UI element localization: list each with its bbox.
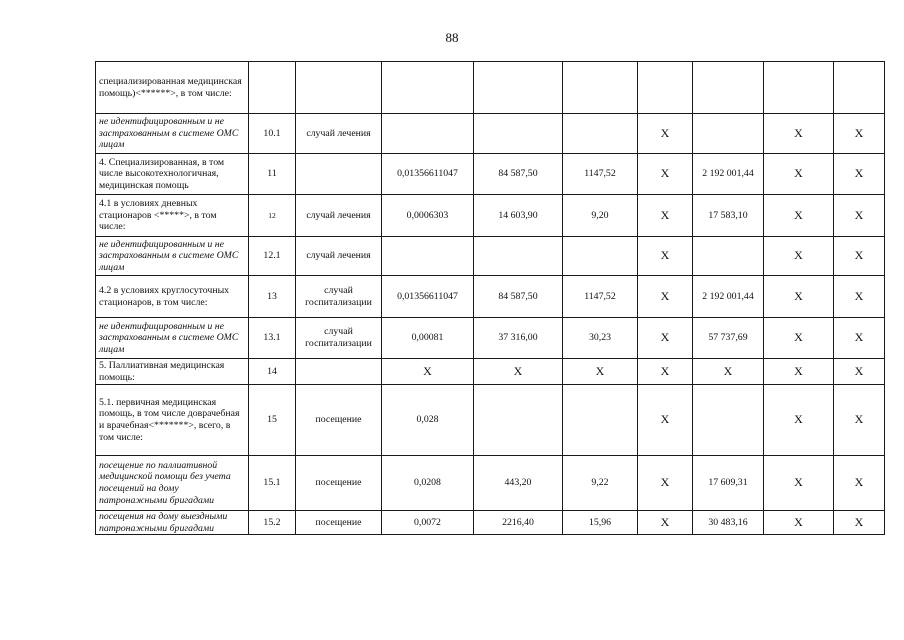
- x-cell: X: [764, 114, 834, 154]
- table-row: [96, 237, 885, 276]
- row-label: 4. Специализированная, в том числе высокотехнологичная, медицинская помощь: [96, 154, 249, 195]
- unit-cell: случай госпитализации: [296, 276, 382, 318]
- x-cell: X: [764, 195, 834, 237]
- value-cell: 17 583,10: [693, 195, 764, 237]
- row-label: специализированная медицинская помощь)<******>, в том числе:: [96, 62, 249, 114]
- x-cell: [638, 62, 693, 114]
- table-row: [96, 154, 885, 195]
- x-cell: X: [834, 276, 885, 318]
- value-cell: [693, 62, 764, 114]
- row-code: 14: [249, 359, 296, 385]
- x-cell: X: [764, 276, 834, 318]
- value-cell: 0,00081: [382, 318, 474, 359]
- value-cell: 37 316,00: [474, 318, 563, 359]
- unit-cell: [296, 359, 382, 385]
- unit-cell: случай лечения: [296, 237, 382, 276]
- row-label: не идентифицированным и не застрахованным в системе ОМС лицам: [96, 237, 249, 276]
- page-number: 88: [445, 30, 459, 45]
- value-cell: [474, 62, 563, 114]
- x-cell: X: [834, 195, 885, 237]
- value-cell: 1147,52: [563, 276, 638, 318]
- value-cell: [563, 237, 638, 276]
- x-cell: X: [638, 114, 693, 154]
- value-cell: X: [693, 359, 764, 385]
- x-cell: [764, 62, 834, 114]
- table-row: [96, 318, 885, 359]
- value-cell: 57 737,69: [693, 318, 764, 359]
- x-cell: [834, 62, 885, 114]
- unit-cell: случай лечения: [296, 195, 382, 237]
- value-cell: 1147,52: [563, 154, 638, 195]
- row-label: не идентифицированным и не застрахованным в системе ОМС лицам: [96, 318, 249, 359]
- row-label: 4.2 в условиях круглосуточных стационаров, в том числе:: [96, 276, 249, 318]
- x-cell: X: [638, 511, 693, 535]
- table-row: [96, 511, 885, 535]
- value-cell: 0,0072: [382, 511, 474, 535]
- value-cell: [563, 62, 638, 114]
- value-cell: X: [563, 359, 638, 385]
- row-code: 15: [249, 385, 296, 456]
- table-row: [96, 114, 885, 154]
- unit-cell: случай госпитализации: [296, 318, 382, 359]
- unit-cell: [296, 62, 382, 114]
- x-cell: X: [638, 456, 693, 511]
- value-cell: 0,028: [382, 385, 474, 456]
- value-cell: [382, 114, 474, 154]
- unit-cell: [296, 154, 382, 195]
- unit-cell: посещение: [296, 385, 382, 456]
- x-cell: X: [764, 154, 834, 195]
- x-cell: X: [834, 456, 885, 511]
- x-cell: X: [638, 237, 693, 276]
- row-label: 4.1 в условиях дневных стационаров <*****>, в том числе:: [96, 195, 249, 237]
- value-cell: X: [382, 359, 474, 385]
- x-cell: X: [764, 456, 834, 511]
- x-cell: X: [764, 511, 834, 535]
- table-row: [96, 276, 885, 318]
- value-cell: 443,20: [474, 456, 563, 511]
- value-cell: [563, 114, 638, 154]
- table-row: [96, 359, 885, 385]
- table-row: [96, 195, 885, 237]
- row-code: 12: [249, 195, 296, 237]
- x-cell: X: [834, 154, 885, 195]
- value-cell: 0,01356611047: [382, 276, 474, 318]
- table-row: [96, 456, 885, 511]
- value-cell: 84 587,50: [474, 276, 563, 318]
- value-cell: 30,23: [563, 318, 638, 359]
- x-cell: X: [834, 359, 885, 385]
- row-code: 13: [249, 276, 296, 318]
- x-cell: X: [764, 359, 834, 385]
- value-cell: 14 603,90: [474, 195, 563, 237]
- value-cell: 2 192 001,44: [693, 276, 764, 318]
- row-code: 15.1: [249, 456, 296, 511]
- row-label: не идентифицированным и не застрахованным в системе ОМС лицам: [96, 114, 249, 154]
- unit-cell: случай лечения: [296, 114, 382, 154]
- row-code: 11: [249, 154, 296, 195]
- x-cell: X: [764, 237, 834, 276]
- x-cell: X: [638, 195, 693, 237]
- unit-cell: посещение: [296, 456, 382, 511]
- row-label: посещения на дому выездными патронажными бригадами: [96, 511, 249, 535]
- value-cell: 2216,40: [474, 511, 563, 535]
- row-label: 5.1. первичная медицинская помощь, в том числе доврачебная и врачебная<*******>, всего, в том числе:: [96, 385, 249, 456]
- unit-cell: посещение: [296, 511, 382, 535]
- value-cell: 15,96: [563, 511, 638, 535]
- value-cell: [693, 385, 764, 456]
- table-row: [96, 62, 885, 114]
- x-cell: X: [834, 318, 885, 359]
- value-cell: [474, 237, 563, 276]
- x-cell: X: [834, 114, 885, 154]
- value-cell: [693, 114, 764, 154]
- x-cell: X: [764, 318, 834, 359]
- x-cell: X: [764, 385, 834, 456]
- value-cell: 17 609,31: [693, 456, 764, 511]
- x-cell: X: [638, 154, 693, 195]
- value-cell: X: [474, 359, 563, 385]
- x-cell: X: [638, 318, 693, 359]
- value-cell: 2 192 001,44: [693, 154, 764, 195]
- row-code: 10.1: [249, 114, 296, 154]
- value-cell: [474, 114, 563, 154]
- value-cell: [382, 237, 474, 276]
- value-cell: 0,0208: [382, 456, 474, 511]
- value-cell: [693, 237, 764, 276]
- value-cell: 84 587,50: [474, 154, 563, 195]
- x-cell: X: [834, 511, 885, 535]
- row-code: 15.2: [249, 511, 296, 535]
- row-label: посещение по паллиативной медицинской помощи без учета посещений на дому патронажными бригадами: [96, 456, 249, 511]
- value-cell: [563, 385, 638, 456]
- x-cell: X: [834, 385, 885, 456]
- x-cell: X: [638, 276, 693, 318]
- table-row: [96, 385, 885, 456]
- row-code: [249, 62, 296, 114]
- value-cell: 30 483,16: [693, 511, 764, 535]
- row-code: 13.1: [249, 318, 296, 359]
- value-cell: 0,01356611047: [382, 154, 474, 195]
- value-cell: 9,20: [563, 195, 638, 237]
- x-cell: X: [638, 359, 693, 385]
- x-cell: X: [834, 237, 885, 276]
- value-cell: 0,0006303: [382, 195, 474, 237]
- row-code: 12.1: [249, 237, 296, 276]
- x-cell: X: [638, 385, 693, 456]
- data-table: [95, 61, 885, 535]
- value-cell: [382, 62, 474, 114]
- value-cell: [474, 385, 563, 456]
- row-label: 5. Паллиативная медицинская помощь:: [96, 359, 249, 385]
- value-cell: 9,22: [563, 456, 638, 511]
